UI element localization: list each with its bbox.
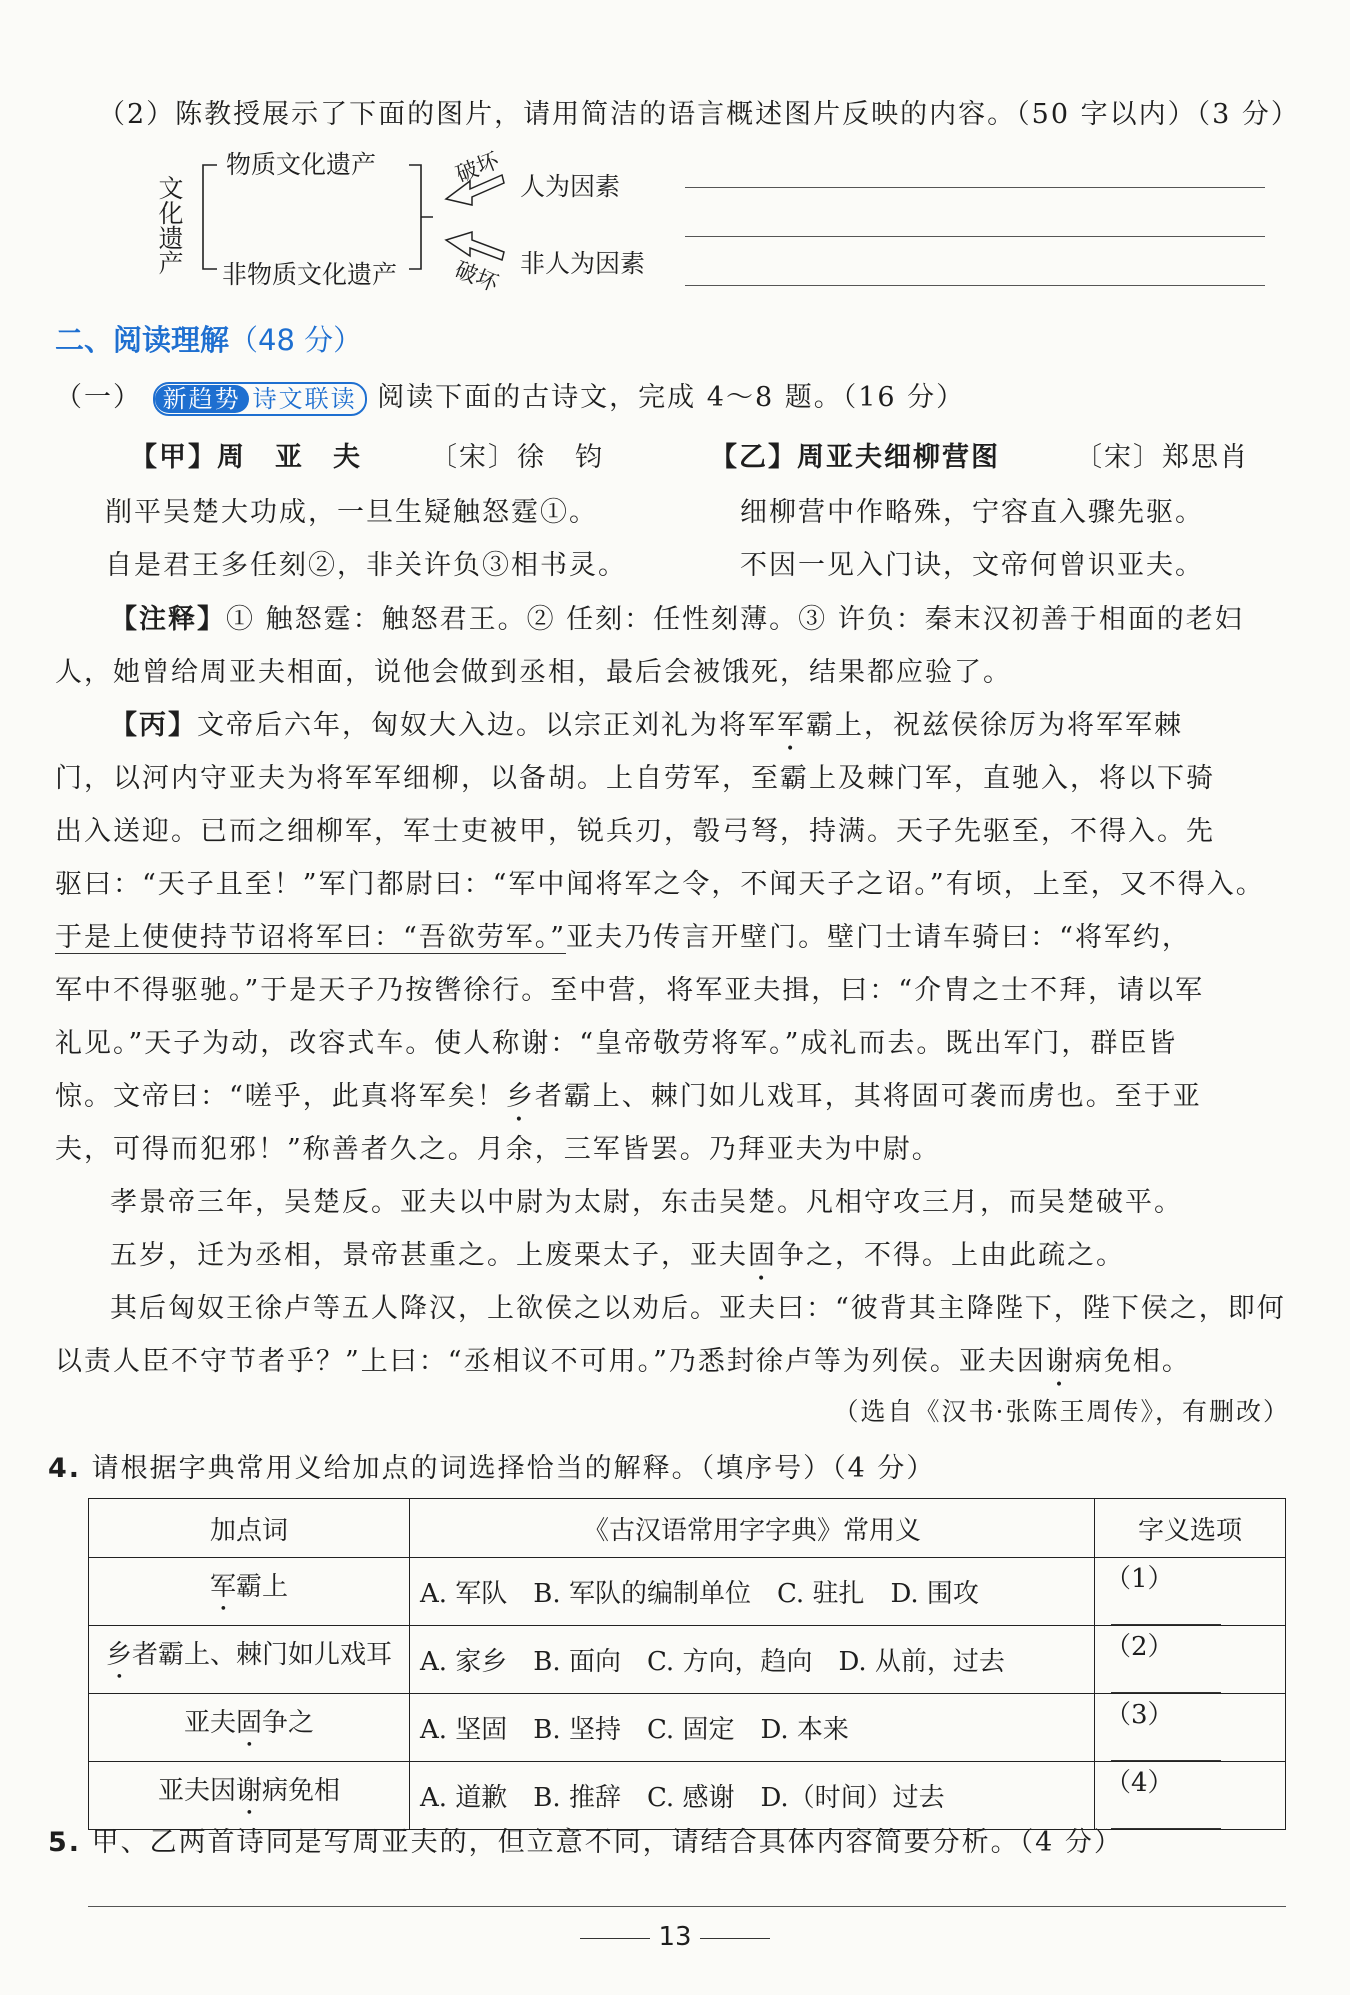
diagram-bracket-right (405, 163, 445, 273)
table-cell-word (89, 1558, 410, 1626)
table-cell-answer (1095, 1626, 1286, 1694)
q2-prompt: （2）陈教授展示了下面的图片，请用简洁的语言概述图片反映的内容。（50 字以内）（3 分） (98, 99, 1300, 130)
section-title-text: 二、阅读理解 (55, 323, 230, 357)
badge (153, 382, 367, 416)
dotted-word: 固 (235, 1708, 262, 1738)
part1-prefix: （一） (55, 382, 142, 413)
notes-line1 (110, 597, 1244, 636)
diagram-factor1: 人为因素 (520, 172, 621, 201)
dotted-word: 乡 (105, 1640, 132, 1670)
part1-instruction: 阅读下面的古诗文，完成 4～8 题。（16 分） (377, 382, 966, 413)
poem-a-line1: 削平吴楚大功成，一旦生疑触怒霆①。 (105, 497, 598, 528)
page-number (0, 1922, 1350, 1952)
answer-slot-label: （2） (1105, 1632, 1174, 1662)
prose-line1 (110, 703, 1183, 757)
table-row (89, 1626, 1286, 1694)
prose-line2: 门，以河内守亚夫为将军军细柳，以备胡。上自劳军，至霸上及棘门军，直驰入，将以下骑 (55, 763, 1215, 794)
prose-text: 病免相。 (1074, 1346, 1191, 1377)
q5-prompt (48, 1820, 1123, 1859)
prose-line9: 夫，可得而犯邪！”称善者久之。月余，三军皆罢。乃拜亚夫为中尉。 (55, 1134, 941, 1165)
answer-blank[interactable] (1111, 1670, 1221, 1693)
dotted-word-xiang: 乡 (505, 1081, 535, 1112)
answer-slot-label: （3） (1105, 1700, 1174, 1730)
prose-text: 者霸上、棘门如儿戏耳，其将固可袭而虏也。至于亚 (534, 1081, 1202, 1112)
table-cell-meaning: A. 军队 B. 军队的编制单位 C. 驻扎 D. 围攻 (410, 1558, 1095, 1626)
table-cell-meaning: A. 家乡 B. 面向 C. 方向，趋向 D. 从前，过去 (410, 1626, 1095, 1694)
badge-trend: 新趋势 (155, 385, 249, 413)
prose-text: 霸上，祝兹侯徐厉为将军军棘 (806, 710, 1183, 741)
q5-number: 5. (48, 1827, 82, 1858)
table-header: 《古汉语常用字字典》常用义 (410, 1499, 1095, 1558)
dotted-word: 军 (209, 1572, 236, 1602)
prose-para3 (110, 1233, 1125, 1287)
table-cell-answer (1095, 1558, 1286, 1626)
table-cell-word (89, 1626, 410, 1694)
prose-text: 争之，不得。上由此疏之。 (777, 1240, 1125, 1271)
notes-text1: ① 触怒霆：触怒君王。② 任刻：任性刻薄。③ 许负：秦末汉初善于相面的老妇 (226, 604, 1244, 635)
word-part: 争之 (262, 1708, 315, 1738)
word-part: 亚夫 (183, 1708, 236, 1738)
diagram-root: 文化遗产 (155, 175, 184, 275)
table-row (89, 1558, 1286, 1626)
arrow-label-top: 破坏 (452, 148, 503, 189)
prose-para2: 孝景帝三年，吴楚反。亚夫以中尉为太尉，东击吴楚。凡相守攻三月，而吴楚破平。 (110, 1187, 1183, 1218)
answer-blank[interactable] (1111, 1738, 1221, 1761)
prose-source: （选自《汉书·张陈王周传》，有删改） (833, 1397, 1290, 1426)
prose-text: 五岁，迁为丞相，景帝甚重之。上废栗太子，亚夫 (110, 1240, 748, 1271)
answer-slot-label: （4） (1105, 1768, 1174, 1798)
q4-number: 4. (48, 1453, 82, 1484)
prose-text: 惊。文帝曰：“嗟乎，此真将军矣！ (55, 1081, 506, 1112)
diagram-branch1: 物质文化遗产 (226, 150, 377, 179)
word-part: 者霸上、棘门如儿戏耳 (132, 1640, 393, 1670)
poem-b-author: 〔宋〕郑思肖 (1075, 442, 1249, 473)
q4-text: 请根据字典常用义给加点的词选择恰当的解释。（填序号）（4 分） (91, 1453, 936, 1484)
table-cell-meaning: A. 坚固 B. 坚持 C. 固定 D. 本来 (410, 1694, 1095, 1762)
word-part: 霸上 (236, 1572, 289, 1602)
table-header: 字义选项 (1095, 1499, 1286, 1558)
prose-line4: 驱曰：“天子且至！”军门都尉曰：“军中闻将军之令，不闻天子之诏。”有顷，上至，又不得入。 (55, 869, 1265, 900)
section-score: （48 分） (229, 323, 363, 357)
q4-prompt (48, 1446, 935, 1485)
prose-text: 文帝后六年，匈奴大入边。以宗正刘礼为将军 (197, 710, 777, 741)
notes-label: 【注释】 (110, 604, 226, 635)
word-part: 病免相 (262, 1776, 341, 1806)
answer-slot-label: （1） (1105, 1564, 1174, 1594)
word-part: 亚夫因 (157, 1776, 236, 1806)
table-cell-answer (1095, 1762, 1286, 1830)
poem-b-line2: 不因一见入门诀，文帝何曾识亚夫。 (740, 550, 1204, 581)
prose-para4-line2 (55, 1339, 1191, 1393)
prose-line7: 礼见。”天子为动，改容式车。使人称谢：“皇帝敬劳将军。”成礼而去。既出军门，群臣皆 (55, 1028, 1178, 1059)
table-cell-word (89, 1694, 410, 1762)
answer-blank[interactable] (1111, 1806, 1221, 1829)
notes-line2: 人，她曾给周亚夫相面，说他会做到丞相，最后会被饿死，结果都应验了。 (55, 657, 1012, 688)
prose-text: 以责人臣不守节者乎？”上曰：“丞相议不可用。”乃悉封徐卢等为列侯。亚夫因 (55, 1346, 1046, 1377)
table-row (89, 1694, 1286, 1762)
poem-b-line1: 细柳营中作略殊，宁容直入骤先驱。 (740, 497, 1204, 528)
answer-lines[interactable] (685, 187, 1265, 334)
q4-table (88, 1498, 1286, 1830)
diagram-factor2: 非人为因素 (520, 249, 646, 278)
page-number-text: 13 (658, 1922, 692, 1952)
prose-line8 (55, 1074, 1202, 1128)
prose-para4-line1: 其后匈奴王徐卢等五人降汉，上欲侯之以劝后。亚夫曰：“彼背其主降陛下，陛下侯之，即何 (110, 1293, 1286, 1324)
poem-a-author: 〔宋〕徐 钧 (430, 442, 604, 473)
dotted-word-jun: 军 (777, 710, 806, 741)
poem-a-title: 【甲】周 亚 夫 (130, 442, 362, 473)
dotted-word-xie: 谢 (1045, 1346, 1075, 1377)
badge-type: 诗文联读 (252, 384, 357, 413)
prose-line6: 军中不得驱驰。”于是天子乃按辔徐行。至中营，将军亚夫揖，曰：“介胄之士不拜，请以军 (55, 975, 1205, 1006)
q5-text: 甲、乙两首诗同是写周亚夫的，但立意不同，请结合具体内容简要分析。（4 分） (91, 1827, 1123, 1858)
dotted-word-gu: 固 (748, 1240, 777, 1271)
prose-line3: 出入送迎。已而之细柳军，军士吏被甲，锐兵刃，彀弓弩，持满。天子先驱至，不得入。先 (55, 816, 1215, 847)
answer-blank[interactable] (1111, 1602, 1221, 1625)
underlined-sentence: 于是上使使持节诏将军曰：“吾欲劳军。” (55, 922, 567, 953)
table-header: 加点词 (89, 1499, 410, 1558)
prose-text: 亚夫乃传言开壁门。壁门士请车骑曰：“将军约， (566, 922, 1191, 953)
dotted-word: 谢 (235, 1776, 262, 1806)
diagram-branch2: 非物质文化遗产 (222, 260, 398, 289)
prose-label: 【丙】 (110, 710, 197, 741)
table-cell-answer (1095, 1694, 1286, 1762)
arrow-label-bottom: 破坏 (451, 257, 502, 298)
table-header-row (89, 1499, 1286, 1558)
prose-line5 (55, 915, 1191, 954)
section-title (55, 318, 362, 359)
poem-a-line2: 自是君王多任刻②，非关许负③相书灵。 (105, 550, 627, 581)
footer-rule (88, 1906, 1286, 1907)
part1-line (55, 375, 965, 416)
heritage-diagram (150, 145, 1300, 298)
table-cell-meaning: A. 道歉 B. 推辞 C. 感谢 D.（时间）过去 (410, 1762, 1095, 1830)
poem-b-title: 【乙】周亚夫细柳营图 (710, 442, 1000, 473)
